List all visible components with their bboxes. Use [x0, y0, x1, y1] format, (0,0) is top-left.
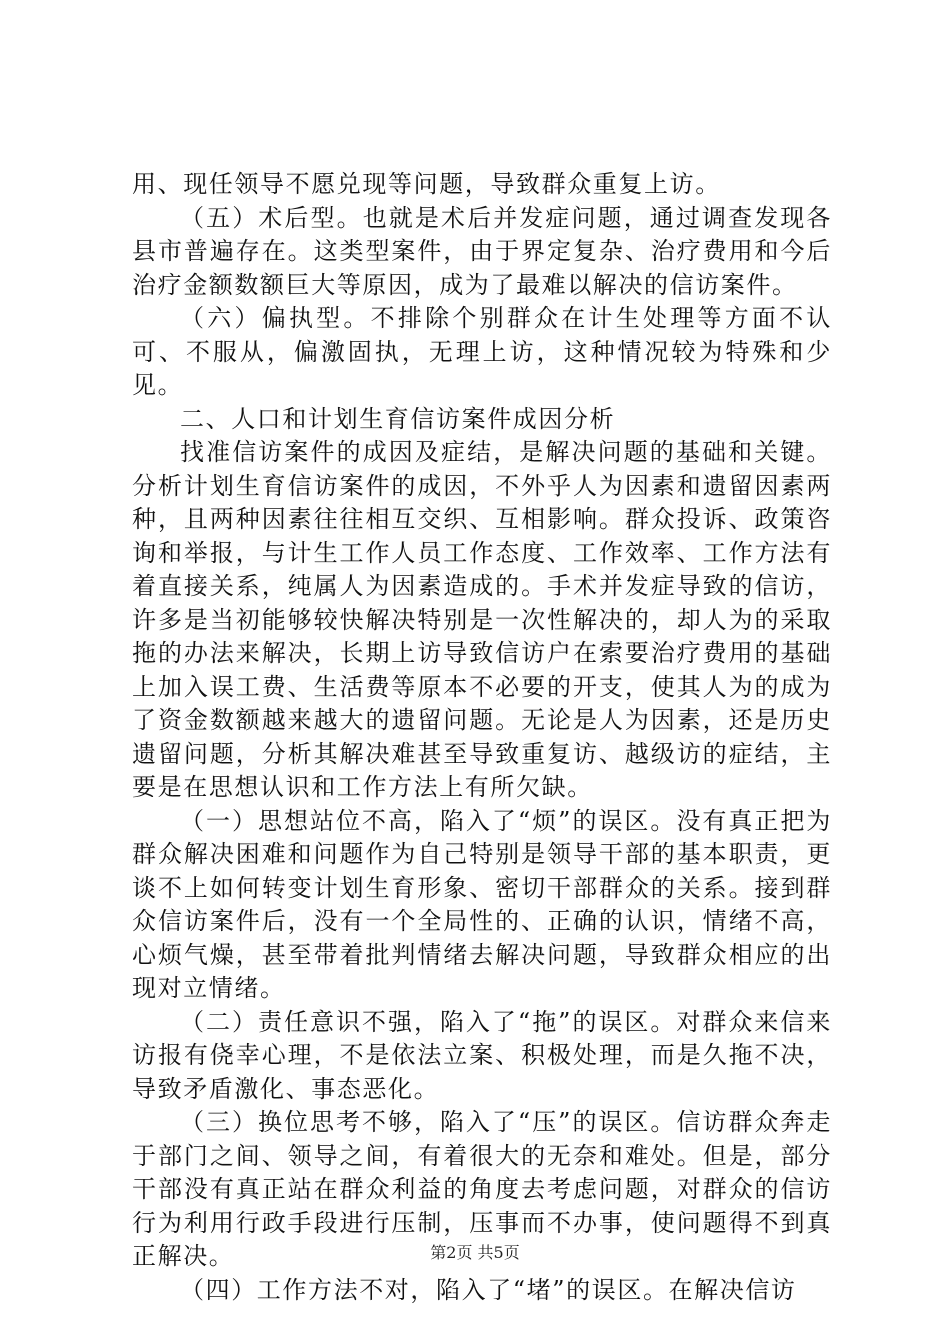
page-number-footer: 第2页 共5页: [430, 1243, 520, 1262]
paragraph-cause-one: （一）思想站位不高，陷入了“烦”的误区。没有真正把为群众解决困难和问题作为自己特别是领导干部的基本职责，更谈不上如何转变计划生育形象、密切干部群众的关系。接到群众信访案件后，没有一个全局性的、正确的认识，情绪不高，心烦气燥，甚至带着批判情绪去解决问题，导致群众相应的出现对立情绪。: [132, 806, 832, 1002]
paragraph-continuation: 用、现任领导不愿兑现等问题，导致群众重复上访。: [132, 170, 721, 198]
paragraph-cause-two: （二）责任意识不强，陷入了“拖”的误区。对群众来信来访报有侥幸心理，不是依法立案、积极处理，而是久拖不决，导致矛盾激化、事态恶化。: [132, 1007, 832, 1103]
paragraph-cause-four: （四）工作方法不对，陷入了“堵”的误区。在解决信访: [180, 1275, 797, 1304]
document-body: [132, 168, 832, 1307]
paragraph-type-six: （六）偏执型。不排除个别群众在计生处理等方面不认可、不服从，偏激固执，无理上访，这种情况较为特殊和少见。: [132, 304, 832, 399]
section-heading-cause-analysis: 二、人口和计划生育信访案件成因分析: [180, 404, 616, 433]
paragraph-type-five: （五）术后型。也就是术后并发症问题，通过调查发现各县市普遍存在。这类型案件，由于界定复杂、治疗费用和今后治疗金额数额巨大等原因，成为了最难以解决的信访案件。: [132, 203, 832, 299]
paragraph-cause-three: （三）换位思考不够，陷入了“压”的误区。信访群众奔走于部门之间、领导之间，有着很大的无奈和难处。但是，部分干部没有真正站在群众利益的角度去考虑问题，对群众的信访行为利用行政手段进行压制，压事而不办事，使问题得不到真正解决。: [132, 1108, 832, 1270]
paragraph-cause-overview: 找准信访案件的成因及症结，是解决问题的基础和关键。分析计划生育信访案件的成因，不外乎人为因素和遗留因素两种，且两种因素往往相互交织、互相影响。群众投诉、政策咨询和举报，与计生工作人员工作态度、工作效率、工作方法有着直接关系，纯属人为因素造成的。手术并发症导致的信访，许多是当初能够较快解决特别是一次性解决的，却人为的采取拖的办法来解决，长期上访导致信访户在索要治疗费用的基础上加入误工费、生活费等原本不必要的开支，使其人为的成为了资金数额越来越大的遗留问题。无论是人为因素，还是历史遗留问题，分析其解决难甚至导致重复访、越级访的症结，主要是在思想认识和工作方法上有所欠缺。: [132, 438, 832, 801]
